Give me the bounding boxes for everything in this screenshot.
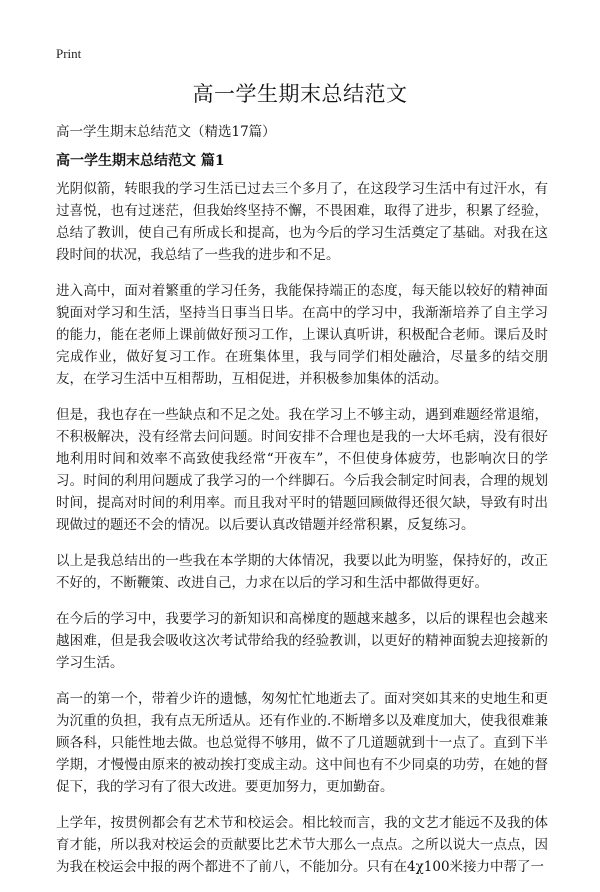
- paragraph: 但是，我也存在一些缺点和不足之处。我在学习上不够主动，遇到难题经常退缩，不积极解决，没有经常去问问题。时间安排不合理也是我的一大坏毛病，没有很好地利用时间和效率不高致使我经常“开夜车”，不但使身体疲劳，也影响次日的学习。时间的利用问题成了我学习的一个绊脚石。今后我会制定时间表，合理的规划时间，提高对时间的利用率。而且我对平时的错题回顾做得还很欠缺，导致有时出现做过的题还不会的情况。以后要认真改错题并经常积累，反复练习。: [56, 407, 548, 533]
- paragraph: 高一的第一个，带着少许的遗憾，匆匆忙忙地逝去了。面对突如其来的史地生和更为沉重的负担，我有点无所适从。还有作业的.不断增多以及难度加大，使我很难兼顾各科，只能性地去做。也总觉得不够用，做不了几道题就到十一点了。直到下半学期，才慢慢由原来的被动挨打变成主动。这中间也有不少同桌的功劳，在她的督促下，我的学习有了很大改进。要更加努力，更加勤奋。: [56, 691, 548, 795]
- paragraph: 以上是我总结出的一些我在本学期的大体情况，我要以此为明鉴，保持好的，改正不好的，不断鞭策、改进自己，力求在以后的学习和生活中都做得更好。: [56, 553, 548, 591]
- paragraph: 在今后的学习中，我要学习的新知识和高梯度的题越来越多，以后的课程也会越来越困难，但是我会吸收这次考试带给我的经验教训，以更好的精神面貌去迎接新的学习生活。: [56, 611, 548, 671]
- document-subtitle: 高一学生期末总结范文（精选17篇）: [56, 124, 276, 140]
- paragraph: 进入高中，面对着繁重的学习任务，我能保持端正的态度，每天能以较好的精神面貌面对学习和生活，坚持当日事当日毕。在高中的学习中，我渐渐培养了自主学习的能力，能在老师上课前做好预习工作，上课认真听讲，积极配合老师。课后及时完成作业，做好复习工作。在班集体里，我与同学们相处融洽，尽量多的结交朋友，在学习生活中互相帮助，互相促进，并积极参加集体的活动。: [56, 283, 548, 387]
- paragraph: 光阴似箭，转眼我的学习生活已过去三个多月了，在这段学习生活中有过汗水，有过喜悦，也有过迷茫，但我始终坚持不懈，不畏困难，取得了进步，积累了经验，总结了教训，使自己有所成长和提高，也为今后的学习生活奠定了基础。对我在这段时间的状况，我总结了一些我的进步和不足。: [56, 181, 548, 263]
- section-heading: 高一学生期末总结范文 篇1: [56, 153, 225, 169]
- document-title: 高一学生期末总结范文: [192, 82, 408, 106]
- print-link[interactable]: Print: [56, 46, 82, 61]
- paragraph: 上学年，按贯例都会有艺术节和校运会。相比较而言，我的文艺才能远不及我的体育才能，所以我对校运会的贡献要比艺术节大那么一点点。之所以说大一点点，因为我在校运会中报的两个都进不了前八，不能加分。只有在4χ100米接力中帮了一: [56, 815, 548, 875]
- body-text: [56, 178, 548, 892]
